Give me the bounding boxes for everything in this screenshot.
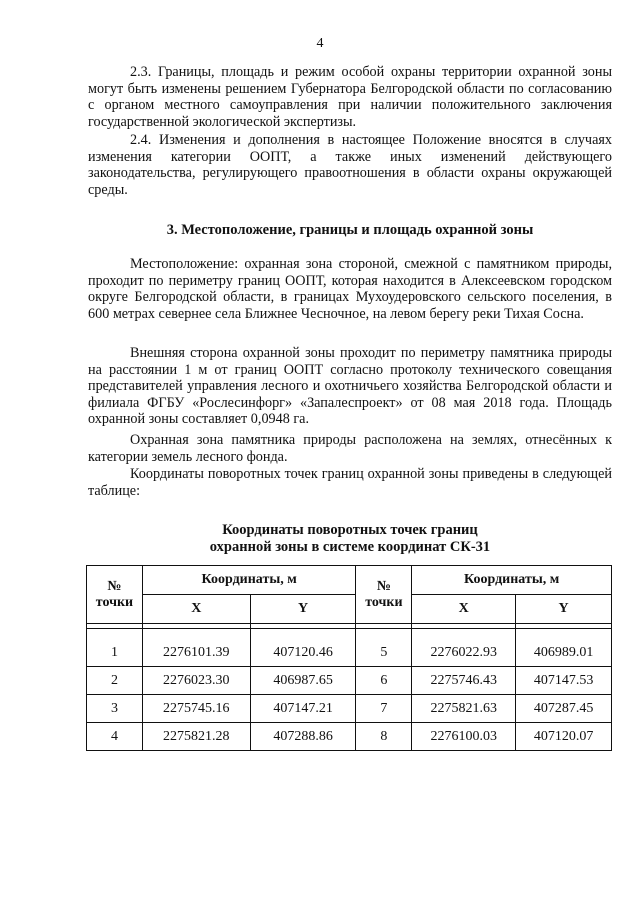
- header-point-number-left: № точки: [87, 566, 143, 624]
- coord-x: 2275746.43: [412, 667, 516, 695]
- header-point-number-right: № точки: [356, 566, 412, 624]
- paragraph-2-4: 2.4. Изменения и дополнения в настоящее Положение вносятся в случаях изменения категории ООПТ, а также иных изменений действующего законодательства, регулирующего правоотношения в области охраны окружающей среды.: [88, 132, 612, 198]
- point-number: 2: [87, 667, 143, 695]
- table-title-line-2: охранной зоны в системе координат СК-31: [209, 539, 491, 555]
- coord-x: 2275745.16: [142, 695, 250, 723]
- table-row: [87, 667, 612, 695]
- coord-x: 2275821.28: [142, 723, 250, 751]
- coord-y: 407120.46: [250, 629, 356, 667]
- coord-x: 2276022.93: [412, 629, 516, 667]
- coord-y: 407120.07: [516, 723, 612, 751]
- table-row: [87, 629, 612, 667]
- paragraph-table-intro: Координаты поворотных точек границ охранной зоны приведены в следующей таблице:: [88, 466, 612, 499]
- header-y-right: Y: [516, 595, 612, 624]
- header-coordinates-right: Координаты, м: [412, 566, 612, 595]
- point-number: 4: [87, 723, 143, 751]
- table-title-line-1: Координаты поворотных точек границ: [222, 522, 478, 538]
- header-x-right: X: [412, 595, 516, 624]
- point-number: 3: [87, 695, 143, 723]
- table-row: [87, 695, 612, 723]
- table-row: [87, 723, 612, 751]
- point-number: 8: [356, 723, 412, 751]
- page-number: 4: [316, 36, 324, 51]
- coord-y: 406987.65: [250, 667, 356, 695]
- paragraph-outer-boundary: Внешняя сторона охранной зоны проходит по периметру памятника природы на расстоянии 1 м от границ ООПТ согласно протоколу технического совещания представителей управления лесного и охотничьего хозяйства Белгородской области и филиала ФГБУ «Рослесинфорг» «Запалеспроект» от 08 мая 2018 года. Площадь охранной зоны составляет 0,0948 га.: [88, 345, 612, 427]
- coord-y: 407147.53: [516, 667, 612, 695]
- header-x-left: X: [142, 595, 250, 624]
- point-number: 5: [356, 629, 412, 667]
- coord-y: 406989.01: [516, 629, 612, 667]
- coord-x: 2276101.39: [142, 629, 250, 667]
- coord-x: 2276023.30: [142, 667, 250, 695]
- coord-y: 407147.21: [250, 695, 356, 723]
- coord-x: 2275821.63: [412, 695, 516, 723]
- table-subheader-row: [87, 595, 612, 624]
- point-number: 7: [356, 695, 412, 723]
- paragraph-2-3: 2.3. Границы, площадь и режим особой охраны территории охранной зоны могут быть изменены решением Губернатора Белгородской области по согласованию с органом местного самоуправления при наличии положительного заключения государственной экологической экспертизы.: [88, 64, 612, 130]
- coord-y: 407287.45: [516, 695, 612, 723]
- header-y-left: Y: [250, 595, 356, 624]
- point-number: 1: [87, 629, 143, 667]
- coord-x: 2276100.03: [412, 723, 516, 751]
- table-header-row: [87, 566, 612, 595]
- table-title: [88, 522, 612, 556]
- section-title: 3. Местоположение, границы и площадь охранной зоны: [166, 222, 534, 238]
- coordinates-table: [86, 565, 612, 751]
- paragraph-location: Местоположение: охранная зона стороной, смежной с памятником природы, проходит по периметру границ ООПТ, которая находится в Алексеевском городском округе Белгородской области, в границах Мухоудеровского сельского поселения, в 600 метрах севернее села Ближнее Чесночное, на левом берегу реки Тихая Сосна.: [88, 256, 612, 322]
- point-number: 6: [356, 667, 412, 695]
- paragraph-land-category: Охранная зона памятника природы расположена на землях, отнесённых к категории земель лесного фонда.: [88, 432, 612, 465]
- header-coordinates-left: Координаты, м: [142, 566, 356, 595]
- coord-y: 407288.86: [250, 723, 356, 751]
